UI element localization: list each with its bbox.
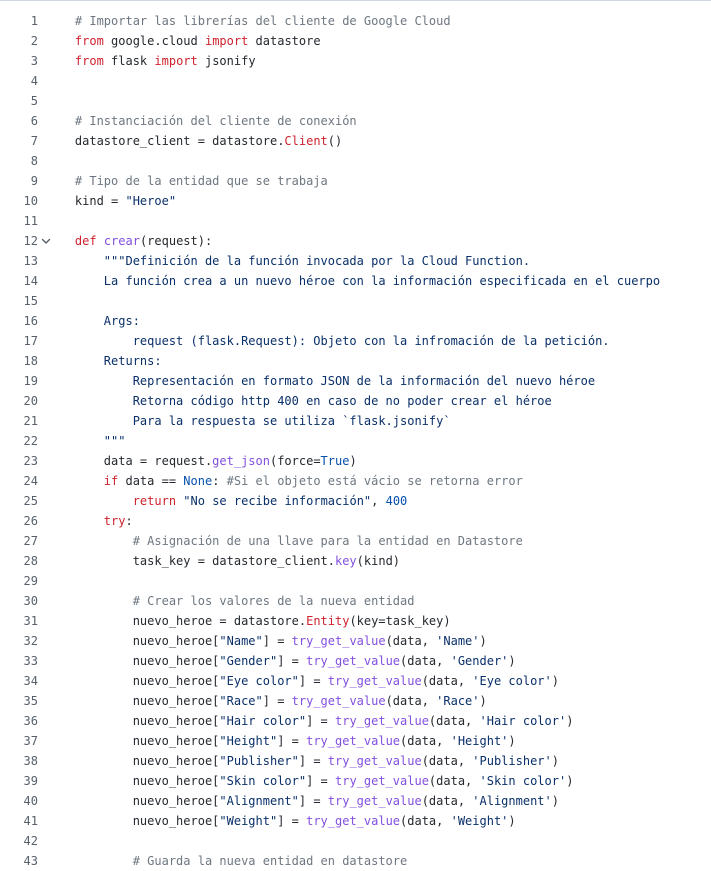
code-line[interactable] bbox=[0, 351, 711, 371]
code-line[interactable] bbox=[0, 751, 711, 771]
line-number: 26 bbox=[23, 514, 38, 528]
code-token: kind = bbox=[46, 194, 126, 208]
line-number: 10 bbox=[23, 194, 38, 208]
line-number: 33 bbox=[23, 654, 38, 668]
line-content bbox=[46, 191, 176, 211]
code-token: flask bbox=[103, 54, 155, 68]
line-content bbox=[46, 411, 451, 431]
line-number: 9 bbox=[30, 174, 38, 188]
code-token: get_json bbox=[212, 454, 270, 468]
code-token: 'Weight' bbox=[450, 814, 509, 828]
line-number: 39 bbox=[23, 774, 38, 788]
line-content bbox=[46, 171, 328, 191]
code-token: nuevo_heroe[ bbox=[46, 654, 220, 668]
code-token: data = request. bbox=[46, 454, 213, 468]
line-number: 41 bbox=[23, 814, 38, 828]
line-number: 31 bbox=[23, 614, 38, 628]
code-token: Entity bbox=[306, 614, 350, 628]
code-token: "Gender" bbox=[219, 654, 278, 668]
code-token bbox=[46, 234, 75, 248]
line-number: 34 bbox=[23, 674, 38, 688]
code-token: from bbox=[74, 34, 104, 48]
code-view[interactable] bbox=[0, 3, 711, 871]
code-token: try_get_value bbox=[327, 674, 422, 688]
code-line[interactable] bbox=[0, 191, 711, 211]
code-line[interactable] bbox=[0, 491, 711, 511]
code-line[interactable] bbox=[0, 251, 711, 271]
line-number: 43 bbox=[23, 854, 38, 868]
code-token: ) bbox=[551, 794, 559, 808]
code-token: return bbox=[132, 494, 177, 508]
line-content bbox=[46, 531, 523, 551]
code-token: ) bbox=[551, 754, 559, 768]
code-token: nuevo_heroe[ bbox=[46, 794, 220, 808]
code-line[interactable] bbox=[0, 71, 711, 91]
code-token: ) bbox=[566, 714, 574, 728]
code-token: from bbox=[74, 54, 104, 68]
code-token: La función crea a un nuevo héroe con la información especificada en el cuerpo bbox=[46, 274, 661, 288]
line-number: 19 bbox=[23, 374, 38, 388]
line-number: 18 bbox=[23, 354, 38, 368]
code-line[interactable] bbox=[0, 271, 711, 291]
line-number: 13 bbox=[23, 254, 38, 268]
code-token: # Tipo de la entidad que se trabaja bbox=[46, 174, 328, 188]
code-line[interactable] bbox=[0, 291, 711, 311]
code-line[interactable] bbox=[0, 771, 711, 791]
code-token: : bbox=[212, 474, 227, 488]
line-content bbox=[46, 51, 256, 71]
code-token: # Guarda la nueva entidad en datastore bbox=[46, 854, 408, 868]
code-line[interactable] bbox=[0, 151, 711, 171]
line-content bbox=[46, 711, 573, 731]
code-token: 'Gender' bbox=[450, 654, 509, 668]
code-line[interactable] bbox=[0, 831, 711, 851]
line-number: 29 bbox=[23, 574, 38, 588]
code-line[interactable] bbox=[0, 531, 711, 551]
code-line[interactable] bbox=[0, 511, 711, 531]
code-line[interactable] bbox=[0, 391, 711, 411]
line-number: 23 bbox=[23, 454, 38, 468]
line-content bbox=[46, 431, 125, 451]
code-token: None bbox=[183, 474, 213, 488]
code-token: "Name" bbox=[219, 634, 263, 648]
code-line[interactable] bbox=[0, 431, 711, 451]
line-number: 1 bbox=[30, 14, 38, 28]
line-content bbox=[46, 311, 140, 331]
code-token: "No se recibe información" bbox=[183, 494, 372, 508]
code-token: , bbox=[371, 494, 386, 508]
code-token: ] = bbox=[262, 634, 292, 648]
code-line[interactable] bbox=[0, 471, 711, 491]
line-content bbox=[46, 231, 212, 251]
code-token: (key=task_key) bbox=[349, 614, 451, 628]
code-token bbox=[46, 34, 75, 48]
line-number: 3 bbox=[30, 54, 38, 68]
code-token: "Publisher" bbox=[219, 754, 299, 768]
code-token: try_get_value bbox=[327, 754, 422, 768]
line-content bbox=[46, 851, 407, 871]
code-token: # Importar las librerías del cliente de Google Cloud bbox=[46, 14, 451, 28]
line-content bbox=[46, 611, 451, 631]
code-line[interactable] bbox=[0, 811, 711, 831]
code-token: import bbox=[204, 34, 249, 48]
code-line[interactable] bbox=[0, 411, 711, 431]
code-token: nuevo_heroe = datastore. bbox=[46, 614, 307, 628]
code-token: True bbox=[320, 454, 350, 468]
code-token: try bbox=[103, 514, 126, 528]
code-token: "Hair color" bbox=[219, 714, 307, 728]
code-token: (data, bbox=[385, 634, 437, 648]
code-token: : bbox=[125, 514, 133, 528]
line-content bbox=[46, 271, 660, 291]
code-line[interactable] bbox=[0, 631, 711, 651]
code-token: try_get_value bbox=[291, 634, 386, 648]
line-number: 38 bbox=[23, 754, 38, 768]
line-number: 40 bbox=[23, 794, 38, 808]
line-content bbox=[46, 111, 357, 131]
code-token: nuevo_heroe[ bbox=[46, 714, 220, 728]
code-token: Args: bbox=[46, 314, 140, 328]
code-token: datastore bbox=[248, 34, 321, 48]
code-line[interactable] bbox=[0, 611, 711, 631]
code-token: try_get_value bbox=[306, 654, 401, 668]
line-number: 28 bbox=[23, 554, 38, 568]
line-number: 22 bbox=[23, 434, 38, 448]
line-number: 20 bbox=[23, 394, 38, 408]
line-content bbox=[46, 251, 530, 271]
code-token: ) bbox=[551, 674, 559, 688]
code-line[interactable] bbox=[0, 571, 711, 591]
code-token: 'Skin color' bbox=[479, 774, 567, 788]
line-number: 12 bbox=[23, 234, 38, 248]
line-content bbox=[46, 31, 321, 51]
code-token: Client bbox=[284, 134, 328, 148]
code-token: () bbox=[327, 134, 343, 148]
code-token: nuevo_heroe[ bbox=[46, 774, 220, 788]
line-number: 24 bbox=[23, 474, 38, 488]
code-token: try_get_value bbox=[306, 734, 401, 748]
line-content bbox=[46, 491, 407, 511]
code-token: ) bbox=[508, 814, 516, 828]
line-number: 6 bbox=[30, 114, 38, 128]
code-token: 'Hair color' bbox=[479, 714, 567, 728]
code-token: (data, bbox=[428, 774, 480, 788]
code-token: ) bbox=[566, 774, 574, 788]
code-line[interactable] bbox=[0, 451, 711, 471]
code-token: "Heroe" bbox=[125, 194, 177, 208]
code-token: # Crear los valores de la nueva entidad bbox=[46, 594, 415, 608]
code-token: def bbox=[74, 234, 97, 248]
code-line[interactable] bbox=[0, 711, 711, 731]
line-number: 35 bbox=[23, 694, 38, 708]
line-number: 15 bbox=[23, 294, 38, 308]
code-token: ] = bbox=[277, 734, 307, 748]
code-token: nuevo_heroe[ bbox=[46, 754, 220, 768]
code-token: # Instanciación del cliente de conexión bbox=[46, 114, 357, 128]
code-line[interactable] bbox=[0, 211, 711, 231]
code-token: nuevo_heroe[ bbox=[46, 634, 220, 648]
code-token: jsonify bbox=[197, 54, 256, 68]
code-token: (data, bbox=[400, 734, 451, 748]
line-content bbox=[46, 451, 357, 471]
line-content bbox=[46, 391, 552, 411]
line-content bbox=[46, 771, 573, 791]
code-token: nuevo_heroe[ bbox=[46, 674, 220, 688]
code-line[interactable] bbox=[0, 331, 711, 351]
line-content bbox=[46, 331, 610, 351]
line-number: 25 bbox=[23, 494, 38, 508]
code-line[interactable] bbox=[0, 791, 711, 811]
code-line[interactable] bbox=[0, 731, 711, 751]
code-token: 'Alignment' bbox=[472, 794, 552, 808]
code-line[interactable] bbox=[0, 371, 711, 391]
code-line[interactable] bbox=[0, 51, 711, 71]
code-token: # Asignación de una llave para la entidad en Datastore bbox=[46, 534, 523, 548]
code-token bbox=[46, 514, 104, 528]
line-number: 17 bbox=[23, 334, 38, 348]
code-token: ] = bbox=[277, 814, 307, 828]
code-token: Retorna código http 400 en caso de no poder crear el héroe bbox=[46, 394, 552, 408]
code-token: ] = bbox=[277, 654, 307, 668]
code-token: data == bbox=[118, 474, 184, 488]
code-token: 'Publisher' bbox=[472, 754, 552, 768]
line-number: 11 bbox=[23, 214, 38, 228]
code-token: (data, bbox=[400, 654, 451, 668]
line-number: 8 bbox=[30, 154, 38, 168]
code-line[interactable] bbox=[0, 131, 711, 151]
line-number: 27 bbox=[23, 534, 38, 548]
line-content bbox=[46, 471, 523, 491]
code-line[interactable] bbox=[0, 231, 711, 251]
code-token: (data, bbox=[385, 694, 437, 708]
code-token: 'Eye color' bbox=[472, 674, 552, 688]
line-number: 14 bbox=[23, 274, 38, 288]
code-token: Returns: bbox=[46, 354, 162, 368]
code-token: if bbox=[103, 474, 119, 488]
code-token: request (flask.Request): Objeto con la infromación de la petición. bbox=[46, 334, 610, 348]
code-token: "Race" bbox=[219, 694, 263, 708]
code-token: nuevo_heroe[ bbox=[46, 814, 220, 828]
line-content bbox=[46, 511, 133, 531]
code-token: 400 bbox=[385, 494, 408, 508]
code-line[interactable] bbox=[0, 311, 711, 331]
code-token: ] = bbox=[298, 794, 328, 808]
line-number: 16 bbox=[23, 314, 38, 328]
code-token: crear bbox=[103, 234, 140, 248]
code-token: ] = bbox=[306, 774, 335, 788]
line-number: 37 bbox=[23, 734, 38, 748]
code-token: try_get_value bbox=[306, 814, 401, 828]
code-token: (request): bbox=[139, 234, 213, 248]
code-token: ] = bbox=[298, 754, 328, 768]
code-line[interactable] bbox=[0, 591, 711, 611]
code-token: "Height" bbox=[219, 734, 278, 748]
line-number: 5 bbox=[30, 94, 38, 108]
code-token: 'Height' bbox=[450, 734, 509, 748]
line-content bbox=[46, 691, 487, 711]
code-line[interactable] bbox=[0, 851, 711, 871]
code-token: 'Race' bbox=[436, 694, 480, 708]
code-token: ] = bbox=[298, 674, 328, 688]
code-line[interactable] bbox=[0, 171, 711, 191]
line-number: 2 bbox=[30, 34, 38, 48]
code-line[interactable] bbox=[0, 91, 711, 111]
line-number: 36 bbox=[23, 714, 38, 728]
code-token: import bbox=[154, 54, 198, 68]
code-token: """Definición de la función invocada por la Cloud Function. bbox=[46, 254, 531, 268]
code-token bbox=[46, 474, 104, 488]
line-number: 30 bbox=[23, 594, 38, 608]
code-line[interactable] bbox=[0, 651, 711, 671]
line-content bbox=[46, 371, 595, 391]
code-token bbox=[46, 54, 75, 68]
code-token: ] = bbox=[306, 714, 335, 728]
code-token: """ bbox=[46, 434, 126, 448]
code-token: (data, bbox=[428, 714, 480, 728]
code-token: ) bbox=[479, 634, 487, 648]
code-token: #Si el objeto está vácio se retorna error bbox=[226, 474, 523, 488]
code-token bbox=[46, 494, 133, 508]
line-number: 42 bbox=[23, 834, 38, 848]
code-token: try_get_value bbox=[327, 794, 422, 808]
code-token: task_key = datastore_client. bbox=[46, 554, 335, 568]
code-token: ) bbox=[479, 694, 487, 708]
line-content bbox=[46, 671, 559, 691]
code-line[interactable] bbox=[0, 551, 711, 571]
line-content bbox=[46, 751, 559, 771]
code-token: "Skin color" bbox=[219, 774, 307, 788]
line-content bbox=[46, 351, 162, 371]
code-token: datastore_client = datastore. bbox=[46, 134, 285, 148]
code-token: try_get_value bbox=[335, 714, 429, 728]
code-token: ] = bbox=[262, 694, 292, 708]
code-token: Para la respuesta se utiliza `flask.jsonify` bbox=[46, 414, 451, 428]
line-number: 32 bbox=[23, 634, 38, 648]
code-token: (force= bbox=[269, 454, 321, 468]
code-line[interactable] bbox=[0, 11, 711, 31]
code-line[interactable] bbox=[0, 671, 711, 691]
line-content bbox=[46, 131, 342, 151]
code-token: (data, bbox=[421, 754, 473, 768]
code-token: nuevo_heroe[ bbox=[46, 694, 220, 708]
code-token: (data, bbox=[421, 674, 473, 688]
line-content bbox=[46, 551, 400, 571]
code-token: (kind) bbox=[356, 554, 401, 568]
code-token: (data, bbox=[400, 814, 451, 828]
code-line[interactable] bbox=[0, 31, 711, 51]
line-content bbox=[46, 11, 451, 31]
code-line[interactable] bbox=[0, 111, 711, 131]
code-token: 'Name' bbox=[436, 634, 480, 648]
code-token: try_get_value bbox=[291, 694, 386, 708]
line-content bbox=[46, 631, 487, 651]
code-token: ) bbox=[508, 734, 516, 748]
line-number: 21 bbox=[23, 414, 38, 428]
code-token: try_get_value bbox=[335, 774, 429, 788]
line-content bbox=[46, 791, 559, 811]
code-token: "Alignment" bbox=[219, 794, 299, 808]
code-token: "Weight" bbox=[219, 814, 278, 828]
line-number: 4 bbox=[30, 74, 38, 88]
code-line[interactable] bbox=[0, 691, 711, 711]
code-token: Representación en formato JSON de la información del nuevo héroe bbox=[46, 374, 596, 388]
line-number: 7 bbox=[30, 134, 38, 148]
line-content bbox=[46, 811, 516, 831]
code-token: key bbox=[334, 554, 357, 568]
line-content bbox=[46, 591, 414, 611]
code-token: google.cloud bbox=[103, 34, 205, 48]
code-token: (data, bbox=[421, 794, 473, 808]
code-token bbox=[97, 234, 104, 248]
code-token: "Eye color" bbox=[219, 674, 299, 688]
code-token: ) bbox=[349, 454, 357, 468]
code-token: ) bbox=[508, 654, 516, 668]
line-content bbox=[46, 651, 516, 671]
code-token: nuevo_heroe[ bbox=[46, 734, 220, 748]
line-content bbox=[46, 731, 516, 751]
